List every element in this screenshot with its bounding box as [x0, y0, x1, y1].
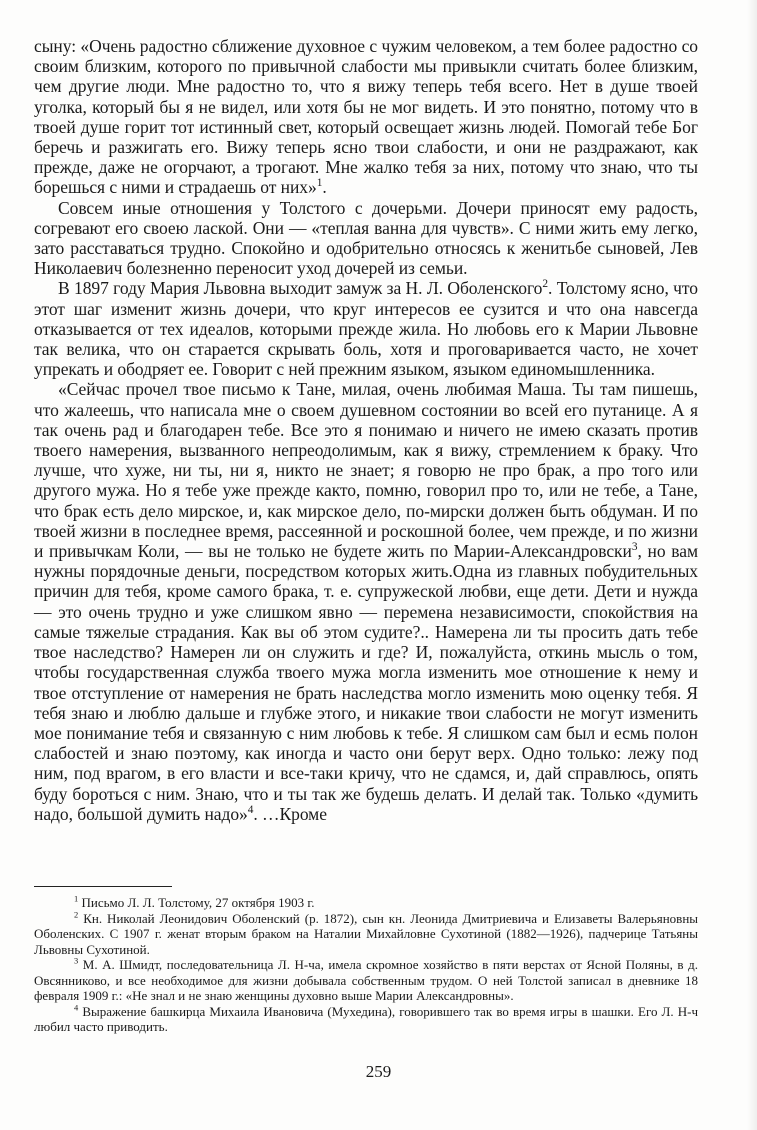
page-number: 259 [365, 1062, 392, 1081]
footnote-ref-1: 1 [316, 177, 323, 190]
paragraph-4-ending: . …Кроме [253, 803, 327, 824]
footnote-3-text: М. А. Шмидт, последовательница Л. Н-ча, имела скромное хозяйство в пяти верстах от Ясной Поляны, в д. Овсянниково, и все необходимое для жизни добывала собственным трудом. О ней Толстой записал в дневнике 18 февраля 1909 г.: «Не знал и не знаю женщины духовно выше Марии Александровны». [34, 957, 698, 1003]
footnote-4 [34, 1004, 698, 1035]
page-edge-shadow [747, 0, 757, 1130]
paragraph-4-text: «Сейчас прочел твое письмо к Тане, милая, очень любимая Маша. Ты там пишешь, что жалеешь, что написала мне о своем душевном состоянии во всей его путанице. А я так очень рад и благодарен тебе. Все это я понимаю и ничего не имею сказать против твоего намерения, вызванного непреодолимым, как я вижу, стремлением к браку. Что лучше, что хуже, ни ты, ни я, никто не знает; я говорю не про брак, а про того или другого мужа. Но я тебе уже прежде както, помню, говорил про то, или не тебе, а Тане, что брак есть дело мирское, и, как мирское дело, по-мирски должен быть обдуман. И по твоей жизни в последнее время, рассеянной и роскошной более, чем прежде, и по жизни и привычкам Коли, — вы не только не будете жить по Марии-Александровски [34, 379, 698, 562]
footnote-1 [34, 895, 698, 911]
paragraph-4-tail: , но вам нужны порядочные деньги, посредством которых жить.Одна из главных побудительных причин для тебя, кроме самого брака, т. е. супружеской любви, еще дети. Дети и нужда — это очень трудно и уже слишком явно — перемена независимости, спокойствия на самые тяжелые страдания. Как вы об этом судите?.. Намерена ли ты просить дать тебе твое наследство? Намерен ли он служить и где? И, пожалуйста, откинь мысль о том, чтобы государственная служба твоего мужа могла изменить мое отношение к нему и твое отступление от намерения не брать наследства могло изменить мою оценку тебя. Я тебя знаю и люблю дальше и глубже этого, и никакие твои слабости не могут изменить мое понимание тебя и связанную с ним любовь к тебе. Я слишком сам был и есмь полон слабостей и знаю поэтому, как иногда и часто они берут верх. Одно только: лежу под ним, под врагом, в его власти и все-таки кричу, что не сдамся, и, дай справлюсь, опять буду бороться с ним. Знаю, что и ты так же будешь делать. И делай так. Только «думить надо, большой думить надо» [34, 541, 698, 824]
paragraph-4 [34, 379, 698, 823]
paragraph-2-text: Совсем иные отношения у Толстого с дочерьми. Дочери приносят ему радость, согревают его своею лаской. Они — «теплая ванна для чувств». С ними жить ему легко, зато расставаться трудно. Спокойно и одобрительно относясь к женитьбе сыновей, Лев Николаевич болезненно переносит уход дочерей из семьи. [34, 197, 698, 279]
footnote-4-number: 4 [74, 1002, 79, 1013]
footnote-divider [34, 886, 172, 887]
footnote-ref-3: 3 [631, 541, 638, 554]
footnote-1-number: 1 [74, 893, 79, 904]
footnote-2-number: 2 [74, 909, 79, 920]
paragraph-3-tail: . Толстому ясно, что этот шаг изменит жизнь дочери, что круг интересов ее сузится и что она навсегда отказывается от тех идеалов, которыми прежде жила. Но любовь его к Марии Львовне так велика, что он старается скрывать боль, хотя и проговаривается часто, не хочет упрекать и ободряет ее. Говорит с ней прежним языком, языком единомышленника. [34, 278, 698, 380]
footnote-4-text: Выражение башкирца Михаила Ивановича (Мухедина), говорившего так во время игры в шашки. Его Л. Н-ч любил часто приводить. [34, 1003, 698, 1034]
footnotes [34, 886, 698, 1035]
paragraph-3-text: В 1897 году Мария Львовна выходит замуж за Н. Л. Оболенского [58, 278, 543, 299]
paragraph-2 [34, 198, 698, 279]
footnote-2-text: Кн. Николай Леонидович Оболенский (р. 1872), сын кн. Леонида Дмитриевича и Елизаветы Валерьяновны Оболенских. С 1907 г. женат вторым браком на Наталии Михайловне Сухотиной (1882—1926), падчерице Татьяны Львовны Сухотиной. [34, 910, 699, 957]
footnote-ref-4: 4 [247, 803, 254, 816]
paragraph-1-tail: . [322, 177, 327, 198]
footnote-1-text: Письмо Л. Л. Толстому, 27 октября 1903 г. [81, 895, 315, 910]
footnote-3-number: 3 [74, 955, 79, 966]
footnote-3 [34, 957, 698, 1004]
paragraph-1 [34, 36, 698, 198]
footnote-2 [34, 911, 698, 958]
paragraph-1-text: сыну: «Очень радостно сближение духовное с чужим человеком, а тем более радостно со своим близким, которого по привычной слабости мы привыкли считать более близким, чем другие люди. Мне радостно то, что я вижу теперь тебя всего. Нет в душе твоей уголка, который бы я не видел, или хотя бы не мог видеть. И это понятно, потому что в твоей душе горит тот истинный свет, который освещает жизнь людей. Помогай тебе Бог беречь и разжигать его. Вижу теперь ясно твои слабости, и они не раздражают, как прежде, даже не огорчают, а трогают. Мне жалко тебя за них, потому что знаю, что ты борешься с ними и страдаешь от них» [34, 36, 698, 198]
footnote-ref-2: 2 [542, 278, 548, 291]
main-text [34, 36, 698, 824]
paragraph-3 [34, 278, 698, 379]
